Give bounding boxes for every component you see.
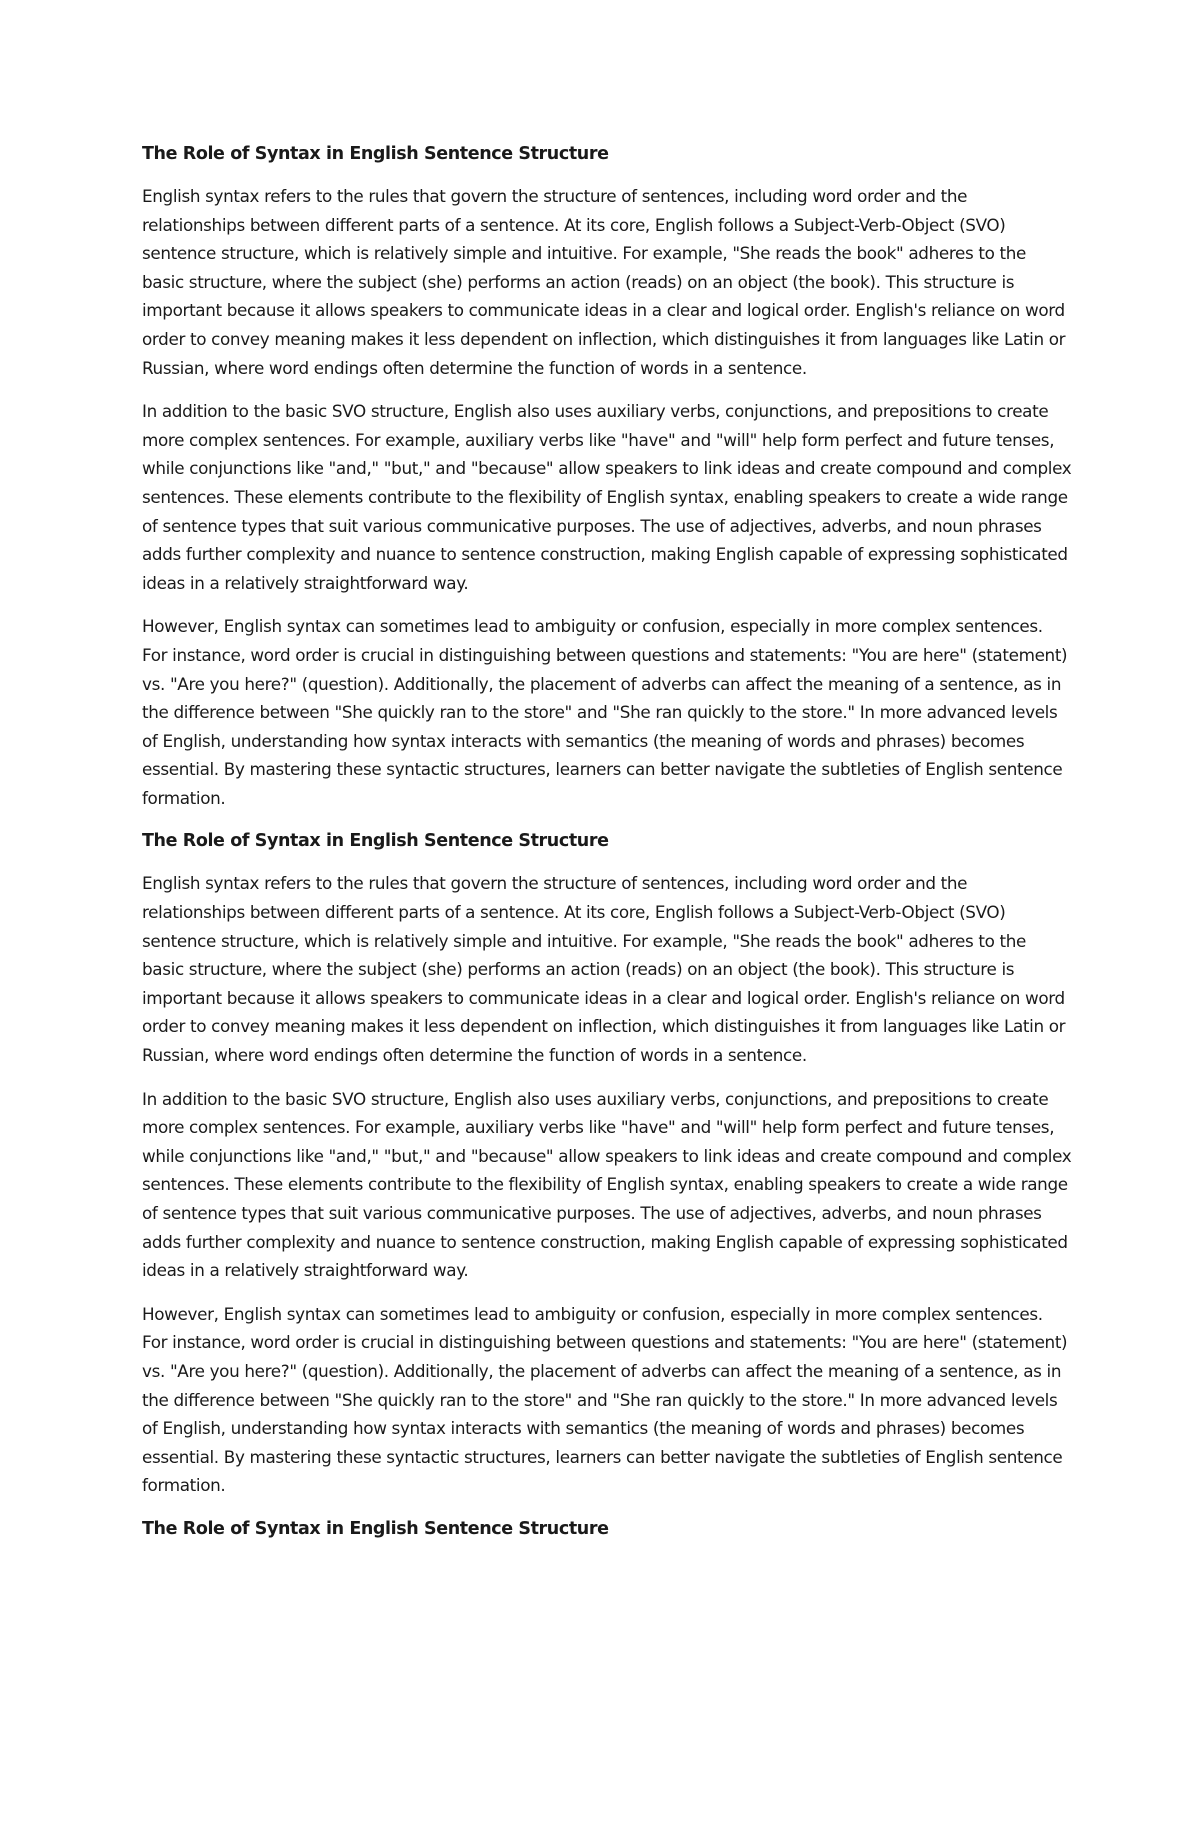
paragraph: However, English syntax can sometimes lead to ambiguity or confusion, especially in more complex sentences. For instance, word order is crucial in distinguishing between questions and statements: "You are here" (statement) vs. "Are you here?" (question). Additionally, the placement of adverbs can affect the meaning of a sentence, as in the difference between "She quickly ran to the store" and "She ran quickly to the store." In more advanced levels of English, understanding how syntax interacts with semantics (the meaning of words and phrases) becomes essential. By mastering these syntactic structures, learners can better navigate the subtleties of English sentence formation. <box>142 616 1068 808</box>
paragraph: In addition to the basic SVO structure, English also uses auxiliary verbs, conjunctions, and prepositions to create more complex sentences. For example, auxiliary verbs like "have" and "will" help form perfect and future tenses, while conjunctions like "and," "but," and "because" allow speakers to link ideas and create compound and complex sentences. These elements contribute to the flexibility of English syntax, enabling speakers to create a wide range of sentence types that suit various communicative purposes. The use of adjectives, adverbs, and noun phrases adds further complexity and nuance to sentence construction, making English capable of expressing sophisticated ideas in a relatively straightforward way. <box>142 1088 1072 1281</box>
section-heading: The Role of Syntax in English Sentence Structure <box>142 1518 609 1539</box>
document-section <box>142 140 1072 812</box>
document-section <box>142 1515 1072 1543</box>
paragraph: English syntax refers to the rules that govern the structure of sentences, including word order and the relationships between different parts of a sentence. At its core, English follows a Subject-Verb-Object (SVO) sentence structure, which is relatively simple and intuitive. For example, "She reads the book" adheres to the basic structure, where the subject (she) performs an action (reads) on an object (the book). This structure is important because it allows speakers to communicate ideas in a clear and logical order. English's reliance on word order to convey meaning makes it less dependent on inflection, which distinguishes it from languages like Latin or Russian, where word endings often determine the function of words in a sentence. <box>142 186 1066 378</box>
document-section <box>142 827 1072 1499</box>
section-heading: The Role of Syntax in English Sentence Structure <box>142 831 609 852</box>
paragraph: English syntax refers to the rules that govern the structure of sentences, including word order and the relationships between different parts of a sentence. At its core, English follows a Subject-Verb-Object (SVO) sentence structure, which is relatively simple and intuitive. For example, "She reads the book" adheres to the basic structure, where the subject (she) performs an action (reads) on an object (the book). This structure is important because it allows speakers to communicate ideas in a clear and logical order. English's reliance on word order to convey meaning makes it less dependent on inflection, which distinguishes it from languages like Latin or Russian, where word endings often determine the function of words in a sentence. <box>142 873 1066 1066</box>
paragraph: However, English syntax can sometimes lead to ambiguity or confusion, especially in more complex sentences. For instance, word order is crucial in distinguishing between questions and statements: "You are here" (statement) vs. "Are you here?" (question). Additionally, the placement of adverbs can affect the meaning of a sentence, as in the difference between "She quickly ran to the store" and "She ran quickly to the store." In more advanced levels of English, understanding how syntax interacts with semantics (the meaning of words and phrases) becomes essential. By mastering these syntactic structures, learners can better navigate the subtleties of English sentence formation. <box>142 1303 1068 1496</box>
section-heading: The Role of Syntax in English Sentence Structure <box>142 144 609 164</box>
paragraph: In addition to the basic SVO structure, English also uses auxiliary verbs, conjunctions, and prepositions to create more complex sentences. For example, auxiliary verbs like "have" and "will" help form perfect and future tenses, while conjunctions like "and," "but," and "because" allow speakers to link ideas and create compound and complex sentences. These elements contribute to the flexibility of English syntax, enabling speakers to create a wide range of sentence types that suit various communicative purposes. The use of adjectives, adverbs, and noun phrases adds further complexity and nuance to sentence construction, making English capable of expressing sophisticated ideas in a relatively straightforward way. <box>142 401 1072 593</box>
document-page <box>142 140 1072 1558</box>
